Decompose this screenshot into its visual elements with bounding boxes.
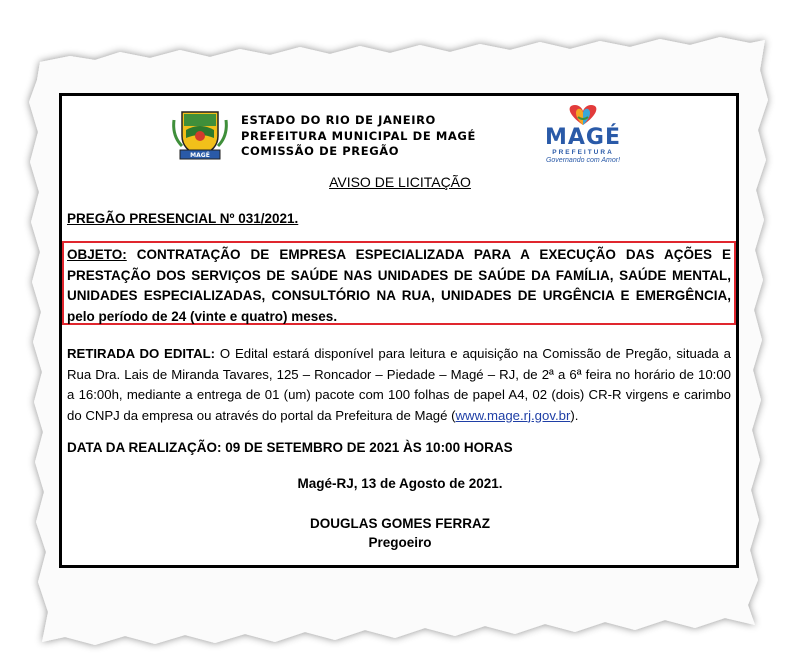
mage-logo (528, 103, 638, 167)
signer-name: DOUGLAS GOMES FERRAZ (309, 516, 490, 531)
retirada-paragraph (67, 344, 731, 426)
logo-subtitle: PREFEITURA (552, 149, 614, 156)
portal-link[interactable]: www.mage.rj.gov.br (455, 407, 571, 423)
objeto-text: CONTRATAÇÃO DE EMPRESA ESPECIALIZADA PARA A EXECUÇÃO DAS AÇÕES E PRESTAÇÃO DOS SERVIÇOS DE SAÚDE NAS UNIDADES DE SAÚDE DA FAMÍLIA, SAÚDE MENTAL, UNIDADES ESPECIALIZADAS, CONSULTÓRIO NA RUA, UNIDADES DE URGÊNCIA E EMERGÊNCIA, pelo período de 24 (vinte e quatro) meses. (67, 247, 731, 324)
logo-name: MAGÉ (544, 125, 621, 150)
header-prefecture: PREFEITURA MUNICIPAL DE MAGÉ (241, 128, 476, 143)
retirada-label: RETIRADA DO EDITAL: (67, 346, 216, 361)
pregao-number: PREGÃO PRESENCIAL Nº 031/2021. (67, 211, 299, 226)
data-realizacao: DATA DA REALIZAÇÃO: 09 DE SETEMBRO DE 2021 ÀS 10:00 HORAS (67, 440, 513, 455)
retirada-end: ). (570, 407, 579, 423)
header-commission: COMISSÃO DE PREGÃO (241, 144, 400, 158)
signer-role: Pregoeiro (368, 535, 432, 550)
objeto-label: OBJETO: (67, 247, 127, 262)
header-state: ESTADO DO RIO DE JANEIRO (241, 113, 436, 127)
objeto-paragraph (67, 245, 731, 327)
crest-banner-text: MAGÉ (190, 152, 210, 159)
retirada-text: O Edital estará disponível para leitura e aquisição na Comissão de Pregão, situada a Rua Dra. Lais de Miranda Tavares, 125 – Roncador – Piedade – Magé – RJ, de 2ª a 6ª feira no horário de 10:00 a 16:00h, mediante a entrega de 01 (um) pacote com 100 folhas de papel A4, 02 (dois) CR-R virgens e carimbo do CNPJ da empresa ou através do portal da Prefeitura de Magé ( (67, 346, 731, 423)
heart-logo-icon (528, 103, 638, 127)
header-text-block (241, 113, 476, 160)
notice-title: AVISO DE LICITAÇÃO (329, 174, 471, 190)
logo-slogan: Governando com Amor! (545, 157, 621, 164)
place-date: Magé-RJ, 13 de Agosto de 2021. (297, 476, 503, 491)
coat-of-arms-icon (170, 106, 230, 162)
